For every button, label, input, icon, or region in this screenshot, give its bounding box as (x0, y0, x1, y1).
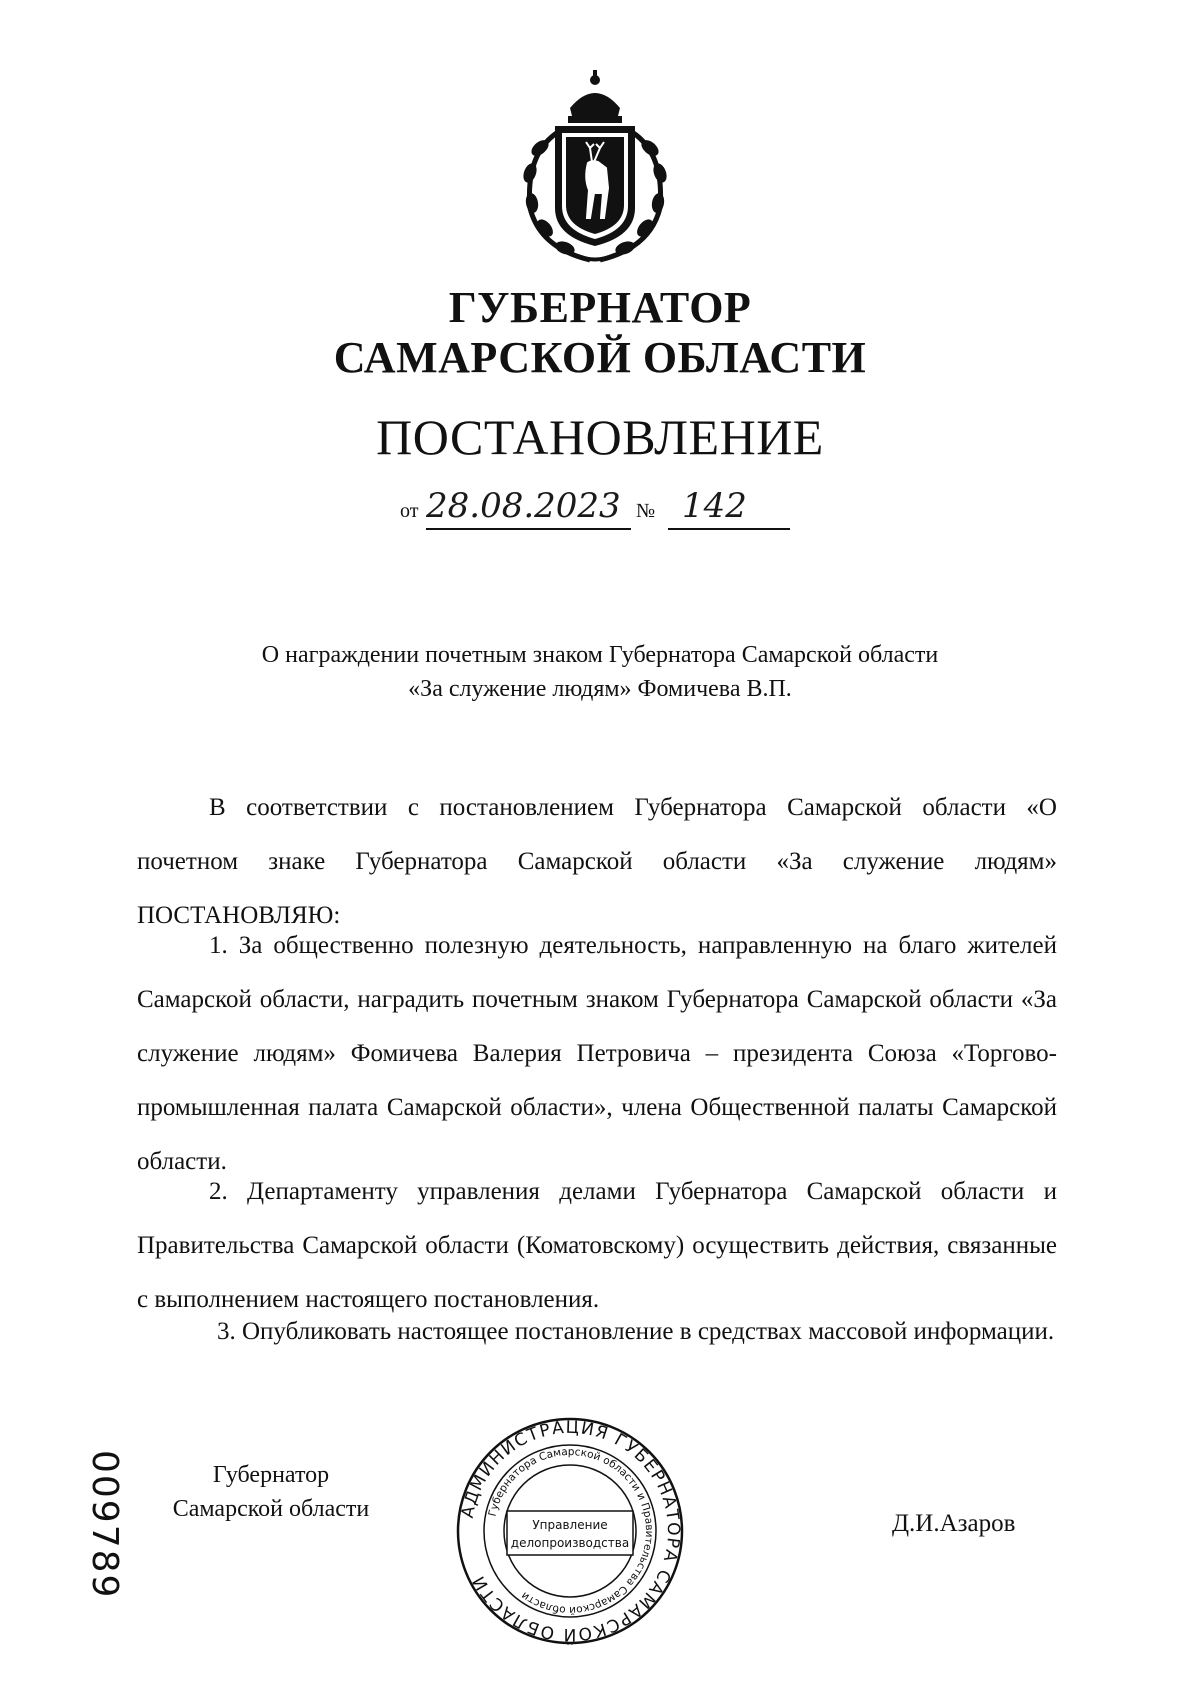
seal-outer-text: АДМИНИСТРАЦИЯ ГУБЕРНАТОРА САМАРСКОЙ ОБЛАСТИ (457, 1417, 684, 1645)
subject-line1: О награждении почетным знаком Губернатора Самарской области (261, 642, 939, 668)
signatory-position (146, 1458, 396, 1526)
seal-center-line1: Управление (532, 1518, 608, 1532)
item-3-paragraph (137, 1305, 1057, 1359)
handwritten-number: 142 (668, 484, 790, 530)
document-type-title: ПОСТАНОВЛЕНИЕ (376, 409, 824, 465)
signatory-position-line2: Самарской области (172, 1496, 370, 1522)
date-from-label: от (400, 500, 419, 522)
handwritten-date: 28.08.2023 (426, 484, 631, 530)
item-2-paragraph (137, 1165, 1057, 1327)
signatory-position-line1: Губернатор (212, 1462, 330, 1488)
signatory-name: Д.И.Азаров (892, 1510, 1016, 1537)
number-label: № (636, 500, 656, 522)
official-seal-stamp (455, 1416, 685, 1646)
subject-line2: «За служение людям» Фомичева В.П. (408, 676, 792, 702)
coat-of-arms-emblem (510, 68, 680, 268)
registration-number: 009789 (84, 1450, 125, 1600)
document-subject (0, 638, 1200, 706)
item-1-paragraph (137, 919, 1057, 1189)
item-2-text: 2. Департаменту управления делами Губернатора Самарской области и Правительства Самарской области (Коматовскому) осуществить действия, связанные с выполнением настоящего постановления. (137, 1178, 1057, 1313)
authority-title-line2: САМАРСКОЙ ОБЛАСТИ (333, 333, 867, 382)
preamble-text: В соответствии с постановлением Губернатора Самарской области «О почетном знаке Губернатора Самарской области «За служение людям» ПОСТАНОВЛЯЮ: (137, 794, 1057, 929)
seal-inner-text: Губернатора Самарской области и Правительства Самарской области (486, 1445, 656, 1617)
item-3-text: 3. Опубликовать настоящее постановление в средствах массовой информации. (217, 1318, 1055, 1345)
authority-title-line1: ГУБЕРНАТОР (448, 283, 752, 332)
seal-center-line2: делопроизводства (510, 1536, 630, 1550)
item-1-text: 1. За общественно полезную деятельность, направленную на благо жителей Самарской области, наградить почетным знаком Губернатора Самарской области «За служение людям» Фомичева Валерия Петровича – президента Союза «Торгово-промышленная палата Самарской области», члена Общественной палаты Самарской области. (137, 932, 1057, 1175)
